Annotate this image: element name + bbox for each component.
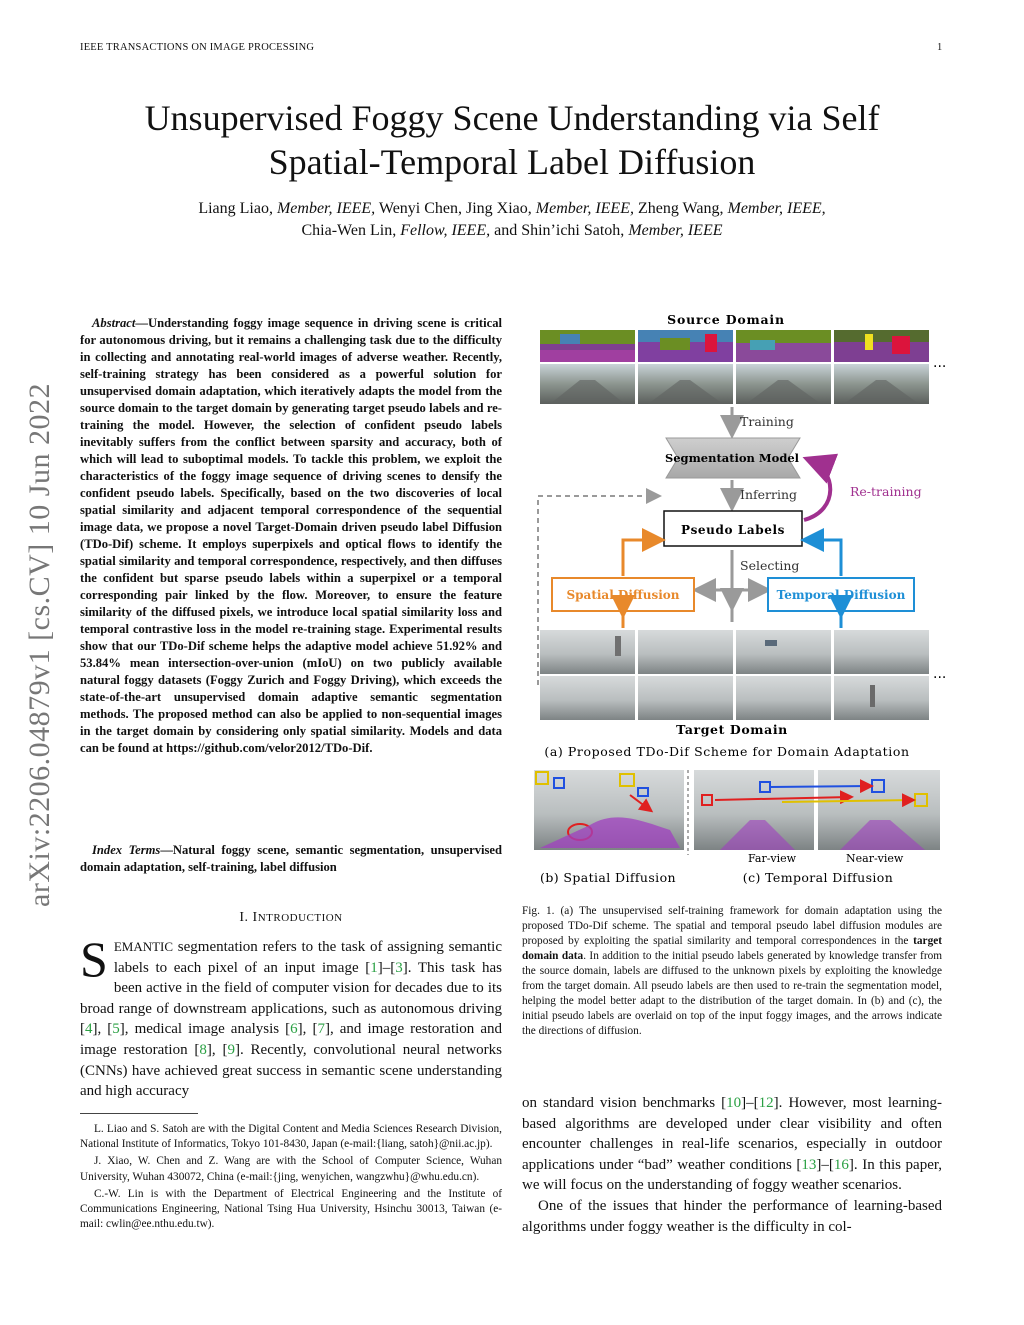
index-terms-label: Index Terms — [92, 843, 161, 857]
title-line-2: Spatial-Temporal Label Diffusion — [268, 142, 756, 182]
subfigure-a-caption: (a) Proposed TDo-Dif Scheme for Domain Adaptation — [544, 744, 910, 759]
intro-text: ], [ — [92, 1021, 113, 1038]
citation-link[interactable]: 6 — [290, 1021, 298, 1038]
intro-paragraph — [80, 931, 503, 1102]
abstract-label: Abstract — [92, 316, 136, 330]
retraining-label: Re-training — [850, 484, 922, 499]
footnote: J. Xiao, W. Chen and Z. Wang are with the School of Computer Science, Wuhan University, Wuhan 430072, China (e-mail:{jing, wenyichen, wangzwhu}@whu.edu.cn). — [80, 1155, 502, 1183]
footnote-rule — [80, 1113, 198, 1114]
subfigure-c-caption: (c) Temporal Diffusion — [742, 870, 894, 885]
source-image-strip — [540, 364, 929, 404]
citation-link[interactable]: 12 — [758, 1095, 774, 1111]
far-view-label: Far-view — [748, 852, 797, 865]
citation-link[interactable]: 5 — [112, 1021, 120, 1038]
source-domain-label: Source Domain — [667, 312, 785, 327]
body-paragraph: One of the issues that hinder the performance of learning-based algorithms under foggy weather is the difficulty in col- — [522, 1197, 942, 1235]
section-number: I. — [239, 910, 253, 925]
running-header: IEEE TRANSACTIONS ON IMAGE PROCESSING — [80, 42, 315, 53]
citation-link[interactable]: 7 — [317, 1021, 325, 1038]
body-text: on standard vision benchmarks [ — [522, 1095, 727, 1111]
figure-caption — [522, 904, 942, 1039]
citation-link[interactable]: 10 — [726, 1095, 742, 1111]
section-heading — [80, 910, 502, 926]
drop-cap: S — [80, 931, 108, 987]
caption-text: Fig. 1. (a) The unsupervised self-training framework for domain adaptation using the proposed TDo-Dif scheme. The spatial and temporal pseudo label diffusion modules are proposed by exploiting the spatial similarity and temporal correspondences in the — [522, 905, 942, 947]
author-list — [60, 198, 964, 242]
retraining-arrow — [804, 460, 830, 520]
author: and Shin’ichi Satoh, — [490, 222, 629, 239]
author-role: Member, IEEE, — [727, 200, 826, 217]
near-view-label: Near-view — [846, 852, 904, 865]
author: Wenyi Chen, Jing Xiao, — [375, 200, 536, 217]
arxiv-stamp: arXiv:2206.04879v1 [cs.CV] 10 Jun 2022 — [23, 383, 56, 907]
target-image-strip — [540, 630, 929, 720]
intro-text: ], [ — [206, 1041, 228, 1058]
author: Zheng Wang, — [633, 200, 728, 217]
footnote: C.-W. Lin is with the Department of Electrical Engineering and the Institute of Communications Engineering, National Tsing Hua University, Hsinchu 30013, Taiwan (e-mail: cwlin@ee.nthu.edu.tw). — [80, 1187, 502, 1231]
temporal-diffusion-images — [694, 770, 940, 850]
spatial-diffusion-label: Spatial Diffusion — [566, 588, 680, 602]
intro-text: ]. Recently, convolutional neural networks (CNNs) have achieved great success in semantic scene understanding and high accuracy — [80, 1041, 503, 1100]
author: Chia-Wen Lin, — [301, 222, 401, 239]
index-terms — [80, 842, 502, 876]
abstract — [80, 315, 502, 757]
citation-link[interactable]: 8 — [199, 1041, 207, 1058]
caption-text: . In addition to the initial pseudo labels generated by knowledge transfer from the source domain, labels are diffused to the unknown pixels by exploiting the knowledge from the target domain. All pseudo labels are then used to re-train the segmentation model, helping the model better adapt to the distribution of the target domain. In (b) and (c), the initial pseudo labels are overlaid on top of the input foggy images, and the arrows indicate the directions of diffusion. — [522, 950, 943, 1037]
section-initial: I — [252, 910, 258, 925]
citation-link[interactable]: 4 — [85, 1021, 93, 1038]
page-number: 1 — [937, 42, 943, 53]
paper-title — [60, 96, 964, 184]
body-paragraph — [522, 1093, 942, 1196]
body-text: ]. In this paper, we will focus on the understanding of foggy weather scenarios. — [522, 1156, 942, 1194]
caption-bold: target domain data — [522, 935, 942, 962]
intro-text: ], medical image analysis [ — [119, 1021, 291, 1038]
citation-link[interactable]: 3 — [395, 959, 403, 976]
more-ellipsis: ... — [933, 355, 947, 371]
intro-text: segmentation refers to the task of assigning semantic labels to each pixel of an input image [ — [113, 939, 502, 976]
subfigure-b-caption: (b) Spatial Diffusion — [540, 870, 676, 885]
target-domain-label: Target Domain — [676, 722, 788, 737]
author: Liang Liao, — [198, 200, 277, 217]
intro-smallcaps: EMANTIC — [113, 939, 174, 954]
intro-text: ], and image restoration and image restoration [ — [80, 1021, 503, 1058]
index-terms-text: —Natural foggy scene, semantic segmentation, unsupervised domain adaptation, self-training, label diffusion — [80, 843, 502, 874]
author-role: Fellow, IEEE, — [400, 222, 491, 239]
pseudo-labels-label: Pseudo Labels — [680, 523, 786, 537]
spatial-to-pseudo-arrow — [623, 540, 660, 576]
temporal-to-pseudo-arrow — [806, 540, 841, 576]
body-text: ]. However, most learning-based algorithms are developed under clear visibility and often encounter challenges in real-life scenarios, especially in outdoor applications under “bad” weather conditions [ — [522, 1095, 942, 1173]
body-text: ]–[ — [816, 1156, 834, 1173]
author-role: Member, IEEE — [628, 222, 723, 239]
author-role: Member, IEEE, — [276, 200, 376, 217]
intro-text: ], [ — [297, 1021, 318, 1038]
source-segmentation-strip — [540, 330, 929, 362]
author-role: Member, IEEE, — [535, 200, 634, 217]
more-ellipsis: ... — [933, 666, 947, 682]
selecting-label: Selecting — [740, 558, 800, 573]
spatial-diffusion-image — [534, 770, 684, 850]
citation-link[interactable]: 13 — [801, 1156, 817, 1173]
citation-link[interactable]: 16 — [833, 1156, 849, 1173]
citation-link[interactable]: 1 — [370, 959, 378, 976]
temporal-diffusion-label: Temporal Diffusion — [776, 588, 906, 602]
segmentation-model-label: Segmentation Model — [664, 451, 800, 465]
title-line-1: Unsupervised Foggy Scene Understanding via Self — [144, 98, 880, 138]
footnotes — [80, 1122, 502, 1234]
intro-text: ]. This task has been active in the field of computer vision for decades due to its broad range of downstream applications, such as autonomous driving [ — [80, 959, 502, 1038]
footnote: L. Liao and S. Satoh are with the Digital Content and Media Sciences Research Division, National Institute of Informatics, Tokyo 101-8430, Japan (e-mail:{liang, satoh}@nii.ac.jp). — [80, 1123, 502, 1151]
citation-link[interactable]: 9 — [227, 1041, 235, 1058]
body-text: ]–[ — [741, 1095, 759, 1111]
section-rest: NTRODUCTION — [257, 912, 343, 924]
inferring-label: Inferring — [740, 487, 798, 502]
figure-1 — [520, 310, 947, 900]
right-column-text — [522, 1093, 942, 1237]
abstract-text: —Understanding foggy image sequence in driving scene is critical for autonomous driving, but it remains a challenging task due to the difficulty in collecting and annotating real-world images of adverse weather. Recently, self-training strategy has been considered as a powerful solution for unsupervised domain adaptation, which iteratively adapts the model from the source domain to the target domain by generating target pseudo labels and re-training the model. However, the selection of confident pseudo labels inevitably suffers from the conflict between sparsity and accuracy, both of which will lead to suboptimal models. To tackle this problem, we exploit the characteristics of the foggy image sequence of driving scenes to densify the confident pseudo labels. Specifically, based on the two discoveries of local spatial similarity and adjacent temporal correspondence of the sequential image data, we propose a novel Target-Domain driven pseudo label Diffusion (TDo-Dif) scheme. It employs superpixels and optical flows to identify the spatial similarity and temporal correspondence, respectively, and then diffuses the confident but sparse pseudo labels within a superpixel or a temporal corresponding pair linked by the flow. Moreover, to ensure the feature similarity of the diffused pixels, we introduce local spatial similarity loss and temporal contrastive loss in the model re-training stage. Experimental results show that our TDo-Dif scheme helps the adaptive model achieve 51.92% and 53.84% mean intersection-over-union (mIoU) on two publicly available natural foggy datasets (Foggy Zurich and Foggy Driving), which exceeds the state-of-the-art unsupervised domain adaptive semantic segmentation methods. The proposed method can also be applied to non-sequential images in the target domain by considering only spatial similarity. Models and data can be found at https://github.com/velor2012/TDo-Dif. — [80, 316, 502, 755]
training-label: Training — [740, 414, 794, 429]
intro-text: ]–[ — [377, 959, 396, 976]
